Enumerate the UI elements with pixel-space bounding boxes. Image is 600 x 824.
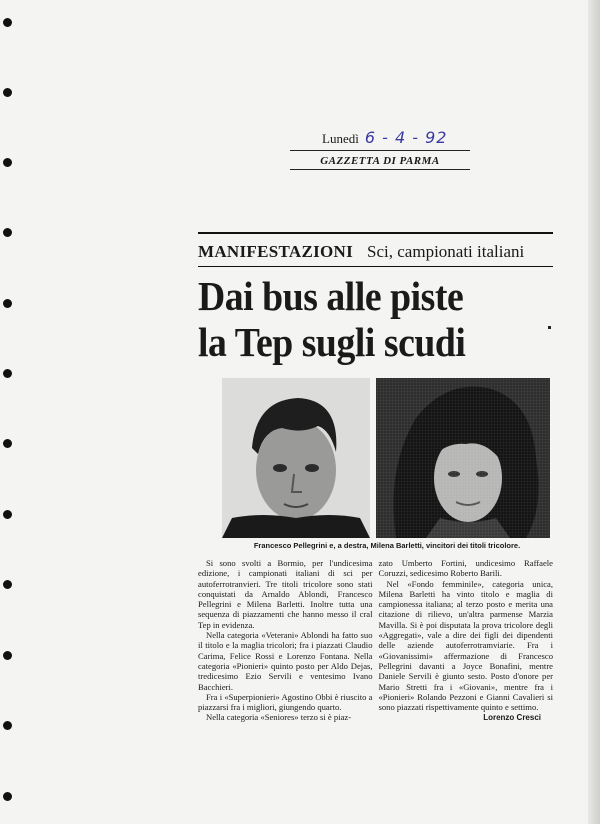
page-edge-shadow xyxy=(588,0,600,824)
binder-hole xyxy=(3,228,12,237)
photo-woman xyxy=(376,378,550,538)
binder-hole xyxy=(3,158,12,167)
photo-boy xyxy=(222,378,370,538)
kicker xyxy=(198,234,553,266)
binder-hole xyxy=(3,18,12,27)
kicker-rule xyxy=(198,266,553,267)
dateline-rule xyxy=(290,169,470,170)
paragraph: Si sono svolti a Bormio, per l'undicesima edizione, i campionati italiani di sci per autoferrotranvieri. Tre titoli tricolore sono stati conquistati da Arnaldo Ablondi, Francesco Pellegrini e Milena Barletti. Inoltre tutta una sequenza di piazzamenti che hanno messo il cral Tep in evidenza. xyxy=(198,558,373,630)
binder-hole xyxy=(3,299,12,308)
paragraph: Nel «Fondo femminile», categoria unica, Milena Barletti ha vinto titolo e maglia di campionessa italiana; al terzo posto e merita una citazione di rilievo, un'altra parmense Marzia Mavilla. Si è poi disputata la prova tricolore degli «Aggregati», vale a dire dei figli dei dipendenti delle aziende autoferrotramviarie. Fra i «Giovanissimi» affermazione di Francesco Pellegrini davanti a Joyce Bonafini, mentre Daniele Servili è giunto sesto. Posto d'onore per Mario Stretti fra i «Giovani», mentre fra i «Pionieri» Rolando Pezzoni e Gianni Cavalieri si sono piazzati rispettivamente quinto e settimo. xyxy=(378,578,553,713)
headline-line: Dai bus alle piste xyxy=(198,273,464,319)
body-column-right xyxy=(379,558,554,724)
binder-hole xyxy=(3,510,12,519)
binder-hole xyxy=(3,439,12,448)
photo-caption: Francesco Pellegrini e, a destra, Milena Barletti, vincitori dei titoli tricolore. xyxy=(253,541,521,550)
newspaper-name: GAZZETTA DI PARMA xyxy=(320,155,440,167)
paragraph: zato Umberto Fortini, undicesimo Raffaele Coruzzi, sedicesimo Roberto Barili. xyxy=(378,558,553,579)
binder-hole xyxy=(3,580,12,589)
article-body xyxy=(198,558,553,724)
margin-mark xyxy=(548,326,551,329)
binder-holes xyxy=(0,0,20,824)
photo-pair xyxy=(222,378,550,538)
binder-hole xyxy=(3,88,12,97)
body-column-left xyxy=(198,558,373,724)
dateline xyxy=(290,128,470,170)
headline-line: la Tep sugli scudi xyxy=(198,319,466,365)
byline: Lorenzo Cresci xyxy=(483,713,541,723)
binder-hole xyxy=(3,792,12,801)
topic-label: Sci, campionati italiani xyxy=(367,242,525,261)
paragraph: Fra i «Superpionieri» Agostino Obbi è riuscito a piazzarsi fra i migliori, giungendo quarto. xyxy=(198,691,373,713)
binder-hole xyxy=(3,651,12,660)
article-header xyxy=(198,232,553,365)
binder-hole xyxy=(3,369,12,378)
day-label: Lunedì xyxy=(322,131,359,146)
handwritten-date: 6 - 4 - 92 xyxy=(364,128,448,147)
binder-hole xyxy=(3,721,12,730)
paragraph: Nella categoria «Seniores» terzo si è piaz- xyxy=(206,712,352,723)
paragraph: Nella categoria «Veterani» Ablondi ha fatto suo il titolo e la maglia tricolori; fra i piazzati Claudio Carima, Felice Rossi e Lorenzo Fontana. Nella categoria «Pionieri» quinto posto per Aldo Dejas, tredicesimo Ezio Servili e ventesimo Ivano Bacchieri. xyxy=(198,630,373,692)
section-label: MANIFESTAZIONI xyxy=(198,242,354,261)
headline xyxy=(198,273,525,365)
